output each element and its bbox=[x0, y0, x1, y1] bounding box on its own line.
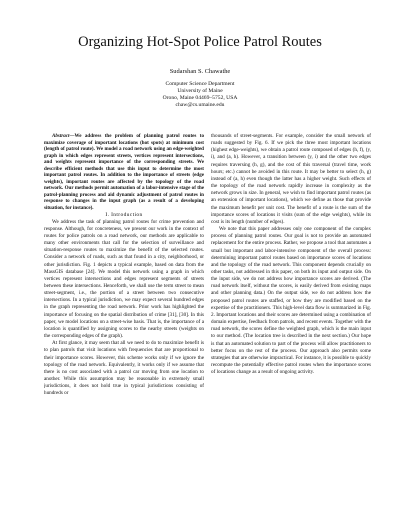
abstract-lead: Abstract bbox=[52, 133, 70, 139]
body-paragraph: We note that this paper addresses only one component of the complex process of planning patrol routes. Our goal is not to provide an automated replacement for the entire process. Rather, we propose a tool that automates a small but important and labor-intensive component of the overall process: determining important patrol routes based on importance scores of locations and the topology of the road network. This component depends crucially on other tasks, not addressed in this paper, on both its input and output side. On the input side, we do not address how importance scores are derived. (The road network itself, without the scores, is easily derived from existing maps and other planning data.) On the output side, we do not address how the proposed patrol routes are staffed, or how they are modified based on the expertise of the practitioners. This high-level data flow is summarized in Fig. 2. Important locations and their scores are determined using a combination of domain expertise, feedback from patrols, and recent events. Together with the road network, the scores define the weighted graph, which is the main input to our method. (The location tree is described in the next section.) Our hope is that an automated solution to part of the process will allow practitioners to better focus on the rest of the process. Our approach also permits some strategies that are otherwise impractical. For instance, it is possible to quickly recompute the potentially effective patrol routes when the importance scores of locations change as a result of ongoing activity. bbox=[211, 226, 371, 376]
body-paragraph: thousands of street-segments. For example, consider the small network of roads suggested by Fig. 6. If we pick the three most important locations (highest edge-weights), we obtain a patrol route composed of edges (h, f), (y, i), and (a, h). However, a transition between (y, i) and the other two edges requires traversing (h, g), and the cost of this traversal (travel time, work hours; etc.) cannot be avoided in this route. It may be better to select (h, g) instead of (a, h) even though the latter has a higher weight. Such effects of the topology of the road network rapidly increase in complexity as the network grows in size. In general, we wish to find important patrol routes (as an extension of important locations), which we define as those that provide the maximum benefit per unit cost. The benefit of a route is the sum of the importance scores of locations it visits (sum of the edge weights), while its cost is its length (number of edges). bbox=[211, 133, 371, 225]
abstract bbox=[44, 133, 204, 212]
body-paragraph: We address the task of planning patrol routes for crime prevention and response. Although, for concreteness, we present our work in the context of routes for police patrols on a road network, our methods are applicable to many other environments that call for the selection of surveillance and situation-response routes to maximize the benefit of the selected routes. Consider a network of roads, such as that found in a city, neighborhood, or other jurisdiction. Fig. 1 depicts a typical example, based on data from the MassGIS database [24]. We model this network using a graph in which vertices represent intersections and edges represent segments of streets between these intersections. Henceforth, we shall use the term street to mean street-segment, i.e., the portion of a street between two consecutive intersections. In a typical jurisdiction, we may expect several hundred edges in the graph representing the road network. Prior work has highlighted the importance of focusing on the spatial distribution of crime [31], [30]. In this paper, we model locations on a street-wise basis. That is, the importance of a location is quantified by assigning scores to the nearby streets (weights on the corresponding edges of the graph). bbox=[44, 218, 204, 340]
author-name: Sudarshan S. Chawathe bbox=[169, 68, 231, 75]
affiliation-org: University of Maine bbox=[177, 88, 223, 94]
paper-title: Organizing Hot-Spot Police Patrol Routes bbox=[78, 34, 322, 50]
left-column bbox=[44, 133, 204, 505]
right-column bbox=[211, 133, 371, 505]
section-heading-introduction: I. Introduction bbox=[105, 211, 143, 218]
abstract-text: —We address the problem of planning patrol routes to maximize coverage of important locations (hot spots) at minimum cost (length of patrol route). We model a road network using an edge-weighted graph in which edges represent streets, vertices represent intersections, and weights represent importance of the corresponding streets. We describe efficient methods that use this input to determine the most important patrol routes. In addition to the importance of streets (edge weights), important routes are affected by the topology of the road network. Our methods permit automation of a labor-intensive stage of the patrol-planning process and aid dynamic adjustment of patrol routes in response to changes in the input graph (as a result of a developing situation, for instance). bbox=[44, 133, 204, 212]
author-block bbox=[0, 68, 400, 109]
affiliation-address: Orono, Maine 04469–5752, USA bbox=[162, 95, 238, 101]
affiliation-dept: Computer Science Department bbox=[165, 81, 235, 87]
body-paragraph: At first glance, it may seem that all we need to do to maximize benefit is to plan patrols that visit locations with frequencies that are proportional to their importance scores. However, this scheme works only if we ignore the topology of the road network. Equivalently, it works only if we assume that there is no cost associated with a patrol car moving from one location to another. While this assumption may be reasonable in extremely small jurisdictions, it does not hold true in typical jurisdictions consisting of hundreds or bbox=[44, 340, 204, 397]
author-email: chaw@cs.umaine.edu bbox=[175, 102, 225, 108]
